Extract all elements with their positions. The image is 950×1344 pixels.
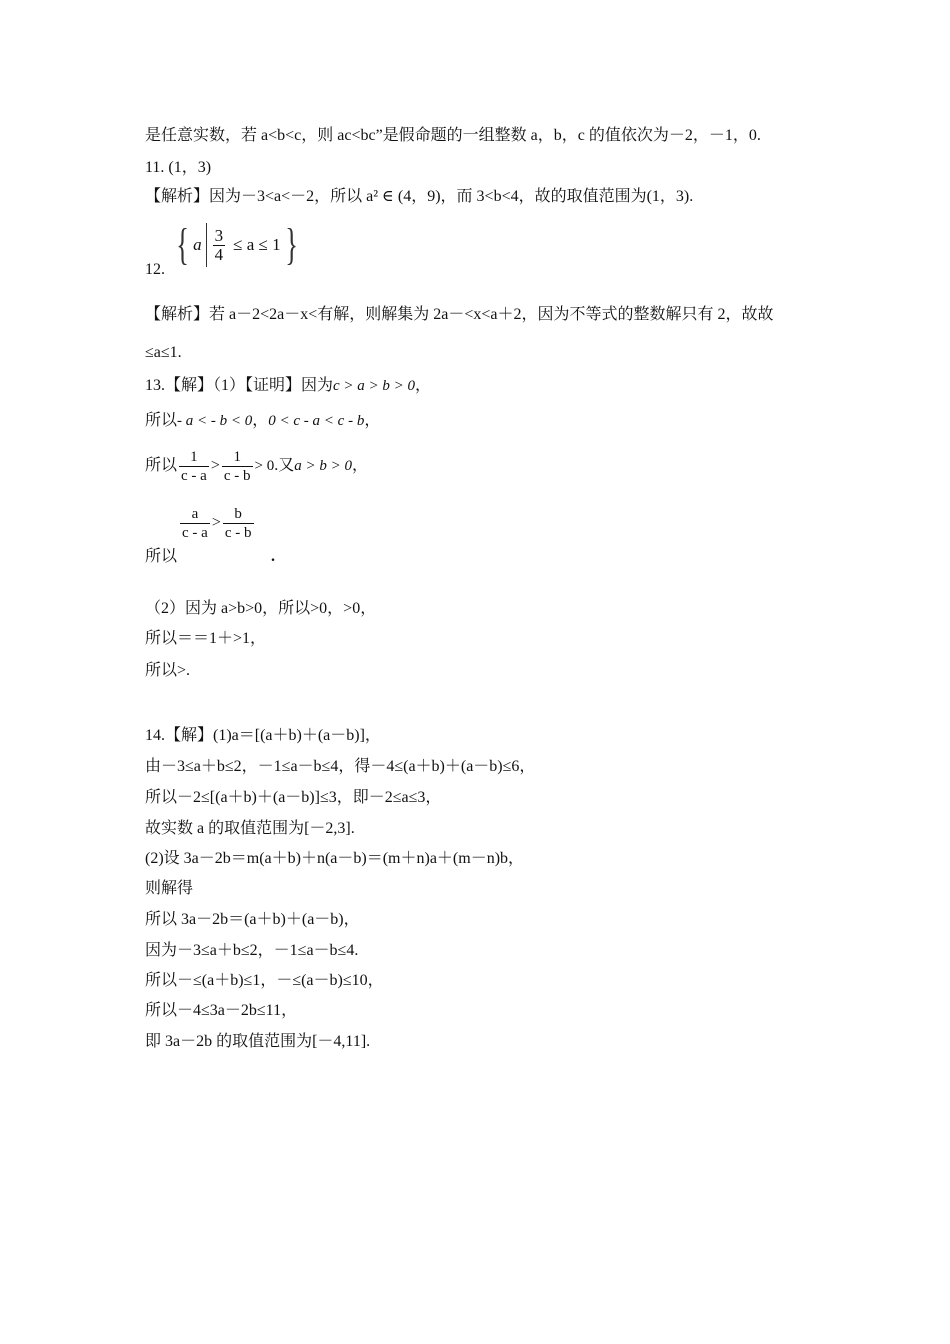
solution-14-step5: 因为－3≤a＋b≤2，－1≤a－b≤4. <box>145 942 359 959</box>
solution-13-part2-result: 所以>. <box>145 662 191 679</box>
fraction-numerator: 1 <box>179 448 209 467</box>
right-brace: } <box>284 220 298 269</box>
answer-11: 11. (1，3) <box>145 159 212 176</box>
solution-13-conclusion <box>145 546 275 568</box>
fraction-denominator: 4 <box>214 244 224 264</box>
punct: ， <box>415 377 432 394</box>
fraction-3-4 <box>213 227 226 264</box>
math-operator: > <box>211 514 221 532</box>
text-line: 是任意实数，若 a<b<c，则 ac<bc”是假命题的一组整数 a，b，c 的值依次为－2，－1，0. <box>145 127 761 144</box>
text-so: 所以 <box>145 548 178 565</box>
analysis-12: 【解析】若 a－2<2a－x<有解，则解集为 2a－<x<a＋2，因为不等式的整数解只有 2，故故 <box>145 306 774 323</box>
math-inline: 0 < c - a < c - b <box>268 413 365 429</box>
solution-13-step2 <box>145 446 368 486</box>
solution-14-step1: 由－3≤a＋b≤2，－1≤a－b≤4，得－4≤(a＋b)＋(a－b)≤6， <box>145 758 536 775</box>
punct: ， <box>364 412 381 429</box>
punct: ， <box>252 412 269 429</box>
punct: . <box>271 548 276 565</box>
solution-13-step1 <box>145 410 380 432</box>
solution-14-step7: 所以－4≤3a－2b≤11， <box>145 1002 298 1019</box>
set-divider <box>206 223 207 267</box>
solution-14-result1: 故实数 a 的取值范围为[－2,3]. <box>145 820 355 837</box>
fraction <box>180 505 210 542</box>
solution-13-conclusion-math <box>178 505 256 542</box>
fraction-denominator: c - a <box>181 467 207 484</box>
solution-14-step3: 则解得 <box>145 880 194 897</box>
set-relation: ≤ a ≤ 1 <box>233 235 281 254</box>
fraction-numerator: 3 <box>214 225 224 245</box>
math-inline: - a < - b < 0 <box>177 413 253 429</box>
punct: ， <box>352 457 369 474</box>
solution-13-label: 13.【解】（1）【证明】因为 <box>145 377 334 394</box>
solution-13-part1 <box>145 375 431 397</box>
solution-13-part2: （2）因为 a>b>0，所以>0，>0， <box>145 600 377 617</box>
analysis-12-cont: ≤a≤1. <box>145 344 182 361</box>
set-expression-12 <box>172 220 302 270</box>
text-so: 所以 <box>145 412 178 429</box>
text-so: 所以 <box>145 457 178 474</box>
solution-14-step4: 所以 3a－2b＝(a＋b)＋(a－b)， <box>145 911 360 928</box>
fraction-denominator: c - b <box>224 525 252 541</box>
set-variable: a <box>193 235 202 254</box>
fraction <box>222 448 253 485</box>
math-inline: c > a > b > 0 <box>333 378 416 394</box>
math-operator: > <box>210 457 220 474</box>
left-brace: { <box>176 220 189 269</box>
math-inline: > 0 <box>254 458 275 474</box>
math-inline: a > b > 0 <box>294 458 352 474</box>
fraction-denominator: c - a <box>182 525 208 541</box>
fraction-denominator: c - b <box>223 467 251 484</box>
solution-14-result2: 即 3a－2b 的取值范围为[－4,11]. <box>145 1033 371 1050</box>
fraction <box>179 448 209 485</box>
fraction-numerator: a <box>180 505 210 524</box>
question-number-12: 12. <box>145 261 165 278</box>
solution-14-step2: 所以－2≤[(a＋b)＋(a－b)]≤3，即－2≤a≤3， <box>145 789 442 806</box>
fraction <box>223 505 254 542</box>
fraction-numerator: 1 <box>222 448 253 467</box>
analysis-11: 【解析】因为－3<a<－2，所以 a² ∈ (4，9)，而 3<b<4，故的取值范围为(1，3). <box>145 188 694 205</box>
solution-14-part2: (2)设 3a－2b＝m(a＋b)＋n(a－b)＝(m＋n)a＋(m－n)b， <box>145 850 525 867</box>
solution-13-part2-step: 所以＝＝1＋>1， <box>145 630 267 647</box>
fraction-numerator: b <box>223 505 254 524</box>
solution-14-step6: 所以－≤(a＋b)≤1，－≤(a－b)≤10， <box>145 972 384 989</box>
text-also: .又 <box>274 457 295 474</box>
solution-14-part1: 14.【解】(1)a＝[(a＋b)＋(a－b)]， <box>145 727 381 744</box>
